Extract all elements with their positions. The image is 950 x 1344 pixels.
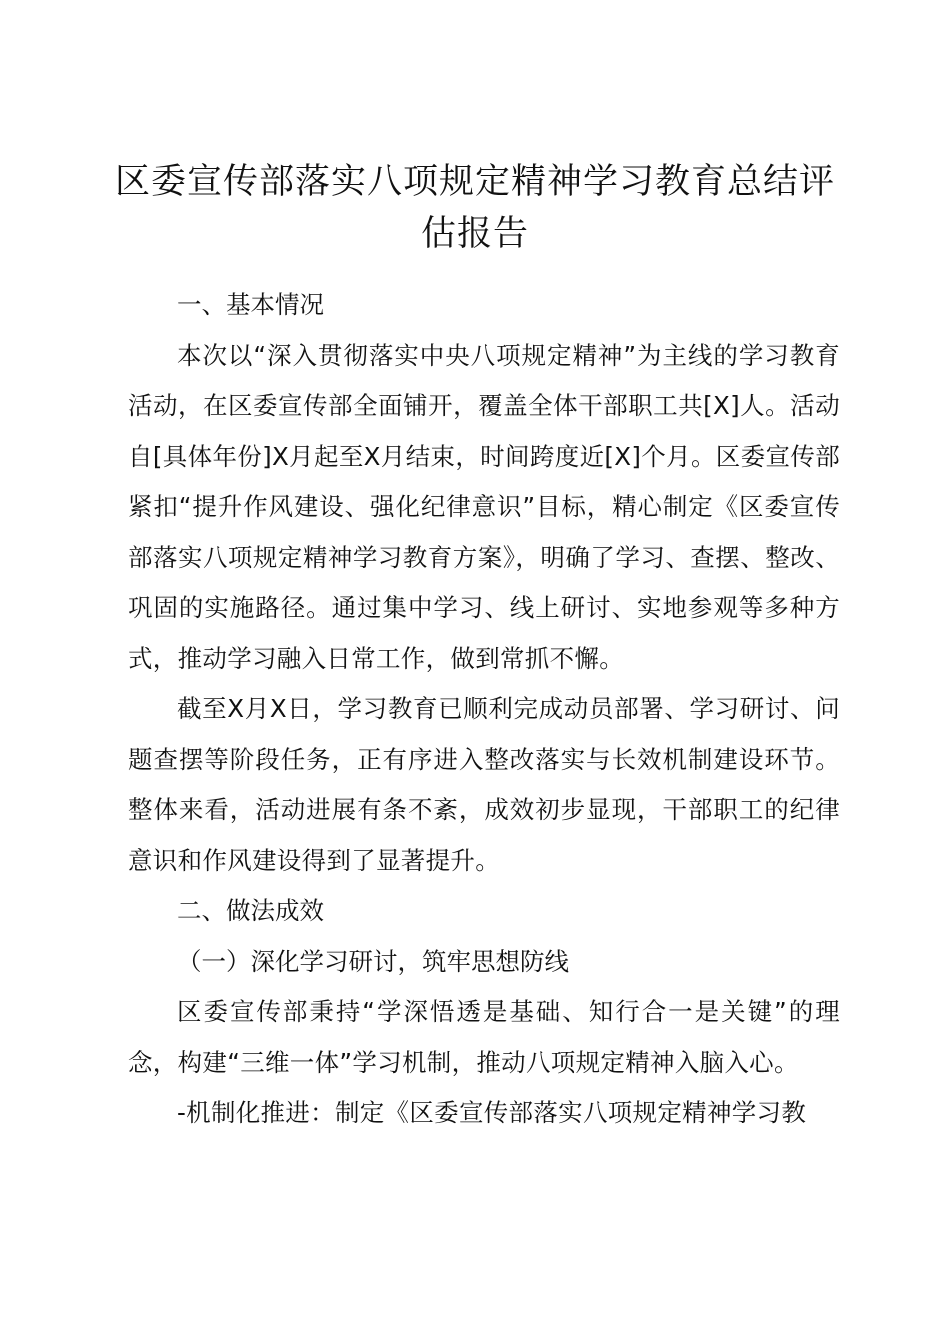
paragraph-progress: 截至X月X日，学习教育已顺利完成动员部署、学习研讨、问题查摆等阶段任务，正有序进入整改落实与长效机制建设环节。整体来看，活动进展有条不紊，成效初步显现，干部职工的纪律意识和作风建设得到了显著提升。 xyxy=(128,694,840,875)
paragraph-overview: 本次以“深入贯彻落实中央八项规定精神”为主线的学习教育活动，在区委宣传部全面铺开，覆盖全体干部职工共[X]人。活动自[具体年份]X月起至X月结束，时间跨度近[X]个月。区委宣传部紧扣“提升作风建设、强化纪律意识”目标，精心制定《区委宣传部落实八项规定精神学习教育方案》，明确了学习、查摆、整改、巩固的实施路径。通过集中学习、线上研讨、实地参观等多种方式，推动学习融入日常工作，做到常抓不懈。 xyxy=(128,340,840,673)
paragraph-mechanism-item: -机制化推进：制定《区委宣传部落实八项规定精神学习教 xyxy=(177,1098,807,1127)
document-title: 区委宣传部落实八项规定精神学习教育总结评估报告 xyxy=(114,162,835,254)
document-body xyxy=(128,280,840,1139)
section-heading-basic-situation: 一、基本情况 xyxy=(177,290,324,319)
section-heading-practices: 二、做法成效 xyxy=(177,896,324,925)
subsection-heading-study: （一）深化学习研讨，筑牢思想防线 xyxy=(177,946,569,976)
paragraph-study-mechanism: 区委宣传部秉持“学深悟透是基础、知行合一是关键”的理念，构建“三维一体”学习机制，推动八项规定精神入脑入心。 xyxy=(128,997,840,1077)
